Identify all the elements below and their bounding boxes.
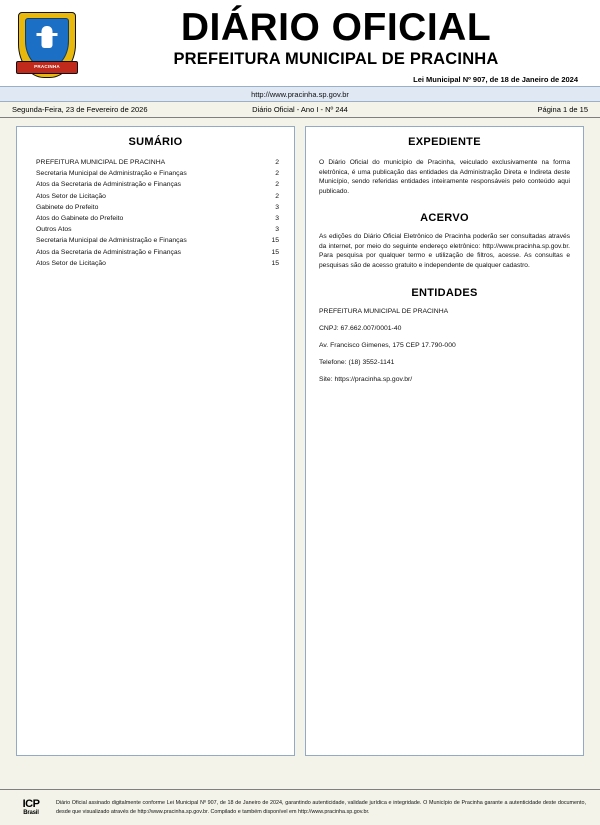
- entidades-heading: ENTIDADES: [411, 286, 478, 299]
- list-item[interactable]: [36, 248, 279, 257]
- site-url: http://www.pracinha.sp.gov.br: [0, 86, 600, 102]
- list-item-page: 2: [275, 192, 279, 200]
- edition-info-bar: [0, 102, 600, 118]
- list-item-label: Atos Setor de Licitação: [36, 192, 106, 200]
- list-item-page: 2: [275, 170, 279, 178]
- list-item-page: 3: [275, 226, 279, 234]
- page-subtitle: PREFEITURA MUNICIPAL DE PRACINHA: [173, 50, 499, 68]
- icp-top-label: ICP: [22, 798, 40, 810]
- expediente-paragraph: O Diário Oficial do município de Pracinha, veiculado exclusivamente na forma eletrônica, é uma publicação das entidades da Administração Direta e Indireta deste Município, sendo referidas entidades inteiramente responsáveis pelo conteúdo aqui publicado.: [319, 159, 570, 195]
- list-item[interactable]: [36, 192, 279, 201]
- entidade-name: PREFEITURA MUNICIPAL DE PRACINHA: [319, 307, 449, 315]
- list-item-label: Secretaria Municipal de Administração e Finanças: [36, 170, 187, 178]
- list-item-page: 15: [271, 237, 279, 245]
- list-item[interactable]: [36, 158, 279, 167]
- entidade-address: Av. Francisco Gimenes, 175 CEP 17.790-000: [319, 341, 456, 349]
- entidade-site[interactable]: Site: https://pracinha.sp.gov.br/: [319, 376, 413, 384]
- coat-ribbon-label: PRACINHA: [16, 61, 78, 74]
- list-item[interactable]: [36, 203, 279, 212]
- entidade-cnpj: CNPJ: 67.662.007/0001-40: [319, 324, 402, 332]
- list-item-label: Atos Setor de Licitação: [36, 259, 106, 267]
- list-item-label: PREFEITURA MUNICIPAL DE PRACINHA: [36, 159, 166, 167]
- list-item-label: Outros Atos: [36, 226, 72, 234]
- footer: [0, 789, 600, 825]
- list-item-page: 2: [275, 159, 279, 167]
- entidade-phone: Telefone: (18) 3552-1141: [319, 359, 395, 367]
- summary-list: [26, 158, 285, 268]
- list-item-label: Atos da Secretaria de Administração e Finanças: [36, 181, 182, 189]
- list-item-label: Gabinete do Prefeito: [36, 203, 99, 211]
- masthead: [0, 0, 600, 86]
- summary-panel: [16, 126, 295, 756]
- content-columns: [0, 118, 600, 756]
- icp-brasil-icon: [14, 799, 48, 816]
- list-item-page: 15: [271, 259, 279, 267]
- list-item[interactable]: [36, 236, 279, 245]
- page-indicator: Página 1 de 15: [537, 105, 588, 115]
- list-item-page: 2: [275, 181, 279, 189]
- summary-heading: SUMÁRIO: [128, 136, 183, 149]
- list-item-label: Secretaria Municipal de Administração e Finanças: [36, 237, 187, 245]
- list-item-page: 15: [271, 248, 279, 256]
- list-item-label: Atos da Secretaria de Administração e Finanças: [36, 248, 182, 256]
- list-item-page: 3: [275, 215, 279, 222]
- acervo-paragraph: As edições do Diário Oficial Eletrônico de Pracinha poderão ser consultadas através da internet, por meio do seguinte endereço eletrônico: http://www.pracinha.sp.gov.br. Para pesquisa por qualquer termo e utilização de filtros, acesse. As consultas e pesquisas são de acesso gratuito e independente de qualquer cadastro.: [319, 233, 570, 269]
- icp-bottom-label: Brasil: [23, 810, 39, 816]
- law-reference: Lei Municipal Nº 907, de 18 de Janeiro de 2024: [413, 75, 578, 85]
- list-item[interactable]: [36, 225, 279, 234]
- expediente-panel: [305, 126, 584, 756]
- page-title: DIÁRIO OFICIAL: [180, 6, 492, 49]
- list-item-page: 3: [275, 203, 279, 211]
- footer-text: Diário Oficial assinado digitalmente conforme Lei Municipal Nº 907, de 18 de Janeiro de 2024, garantindo autenticidade, validade jurídica e integridade. O Município de Pracinha garante a autenticidade deste documento, desde que visualizado através de http://www.pracinha.sp.gov.br. Compilado e também disponível em http://www.pracinha.sp.gov.br.: [56, 800, 586, 815]
- edition-number: Diário Oficial - Ano I - Nº 244: [252, 105, 348, 115]
- acervo-heading: ACERVO: [420, 212, 469, 225]
- list-item[interactable]: [36, 180, 279, 189]
- list-item[interactable]: [36, 214, 279, 223]
- list-item[interactable]: [36, 169, 279, 178]
- list-item-label: Atos do Gabinete do Prefeito: [36, 215, 124, 222]
- list-item[interactable]: [36, 259, 279, 268]
- expediente-heading: EXPEDIENTE: [408, 136, 481, 149]
- coat-of-arms-icon: [14, 10, 80, 82]
- publication-date: Segunda-Feira, 23 de Fevereiro de 2026: [12, 105, 148, 115]
